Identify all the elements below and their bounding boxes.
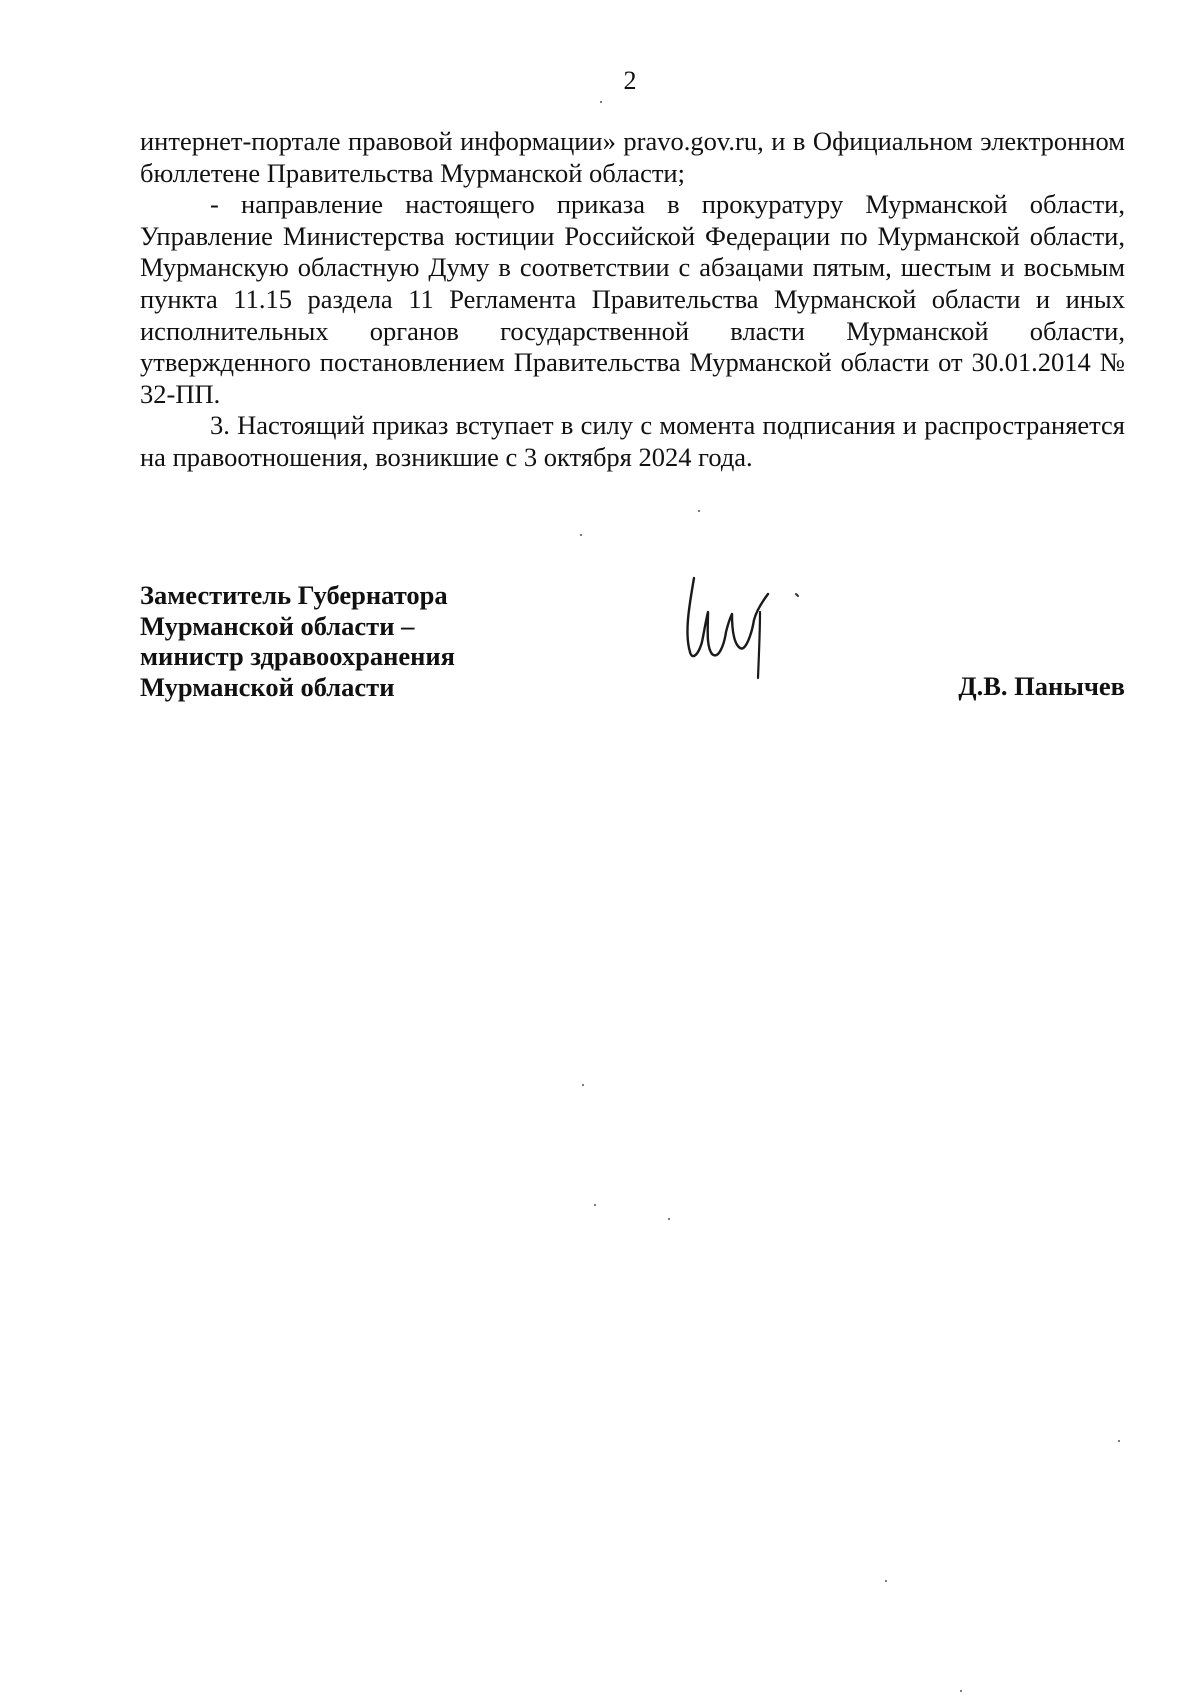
scan-speck <box>1118 1440 1120 1442</box>
signer-title-line: министр здравоохранения <box>140 641 455 671</box>
paragraph-direction: - направление настоящего приказа в прокуратуру Мурманской области, Управление Министерства юстиции Российской Федерации по Мурманской области, Мурманскую областную Думу в соответствии с абзацами пятым, шестым и восьмым пункта 11.15 раздела 11 Регламента Правительства Мурманской области и иных исполнительных органов государственной власти Мурманской области, утвержденного постановлением Правительства Мурманской области от 30.01.2014 № 32-ПП. <box>140 189 1125 409</box>
paragraph-effective-date: 3. Настоящий приказ вступает в силу с момента подписания и распространяется на правоотношения, возникшие с 3 октября 2024 года. <box>140 410 1125 472</box>
document-body <box>140 126 1125 474</box>
paragraph-continuation: интернет-портале правовой информации» pravo.gov.ru, и в Официальном электронном бюллетене Правительства Мурманской области; <box>140 126 1125 188</box>
scan-speck <box>580 534 582 536</box>
scan-speck <box>668 1218 670 1220</box>
handwritten-signature <box>680 572 810 682</box>
signer-title-line: Мурманской области <box>140 671 395 702</box>
scan-speck <box>885 1580 887 1582</box>
scan-speck <box>698 510 700 512</box>
signature-block <box>140 580 1125 720</box>
signer-name: Д.В. Панычев <box>958 671 1125 701</box>
scan-speck <box>582 1084 584 1086</box>
signer-title-line: Заместитель Губернатора <box>140 580 448 610</box>
signer-title-line: Мурманской области – <box>140 610 415 641</box>
page-number: 2 <box>623 66 637 95</box>
scan-speck <box>600 101 602 103</box>
signer-title <box>140 580 455 702</box>
scan-speck <box>594 1204 596 1206</box>
scan-speck <box>960 1690 962 1692</box>
